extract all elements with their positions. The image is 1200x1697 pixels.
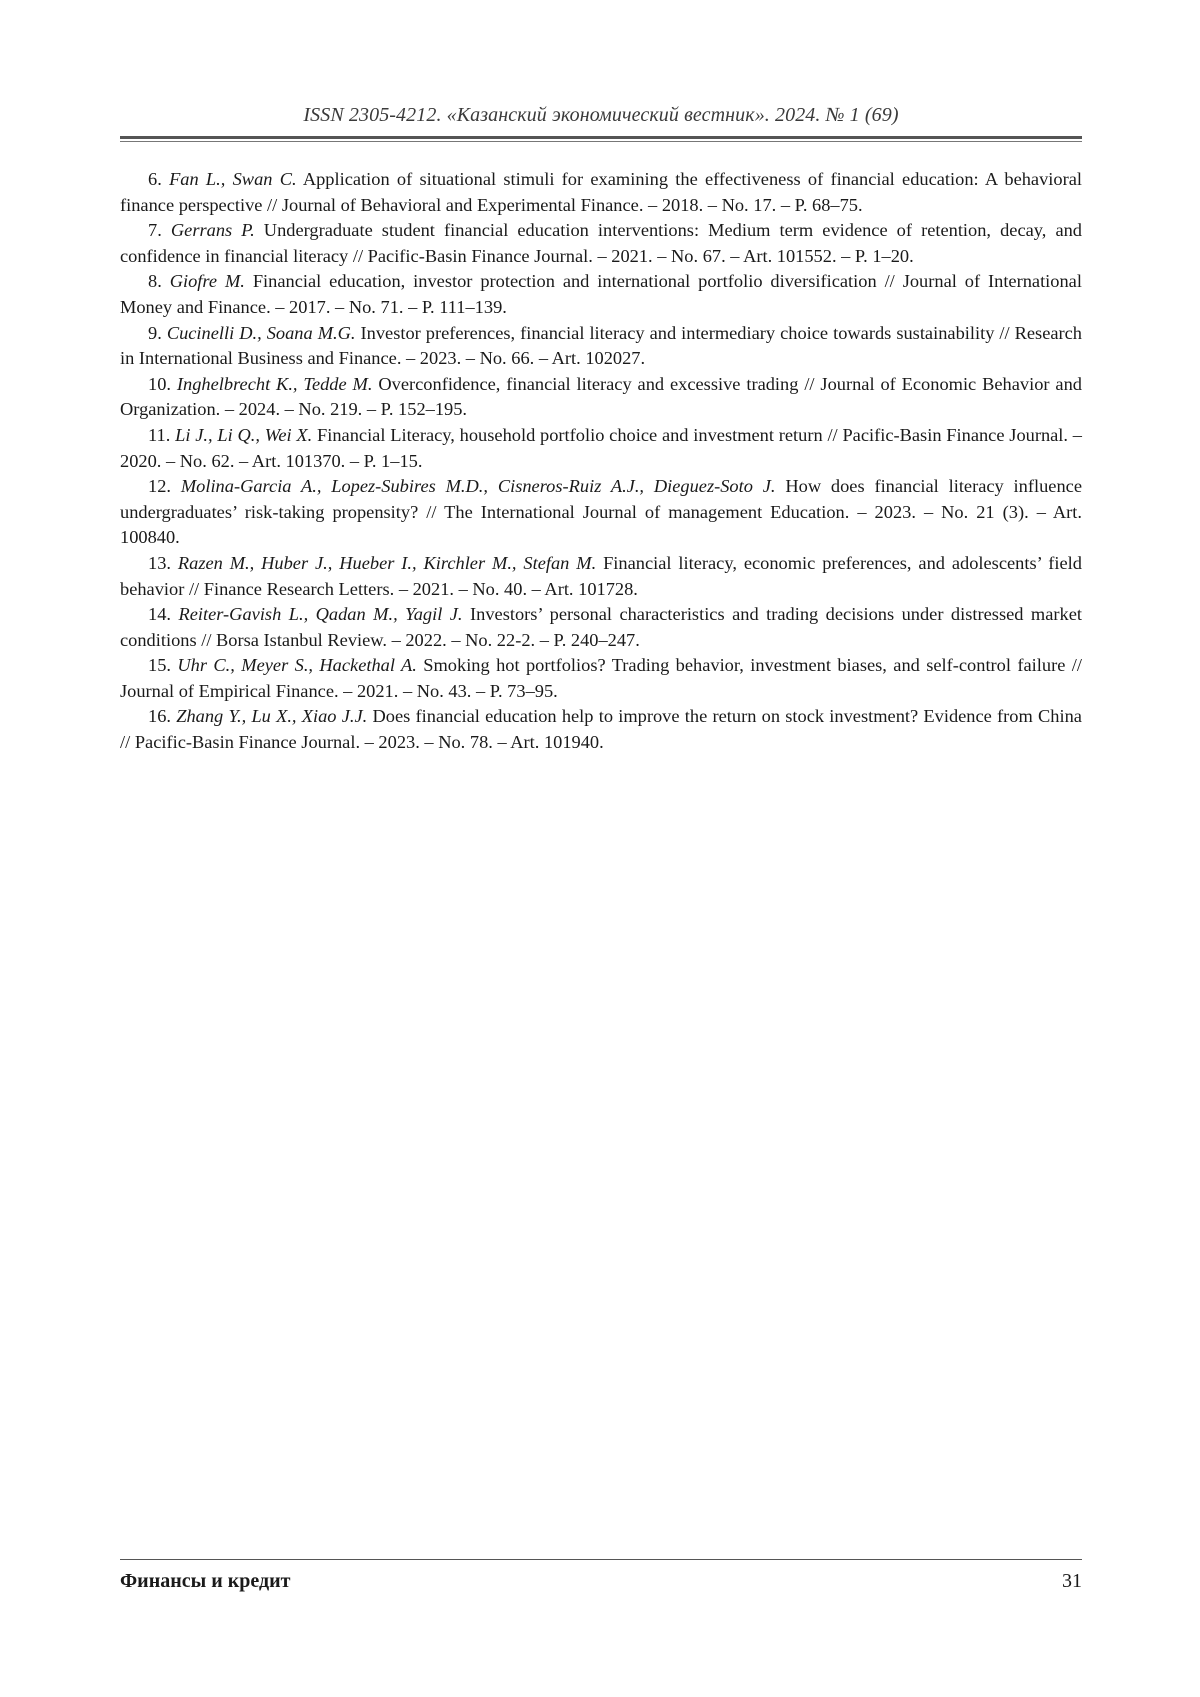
footer-row <box>120 1568 1082 1594</box>
journal-header-title: ISSN 2305-4212. «Казанский экономический вестник». 2024. № 1 (69) <box>303 104 899 126</box>
reference-authors: Molina-Garcia A., Lopez-Subires M.D., Cisneros-Ruiz A.J., Dieguez-Soto J. <box>180 476 776 497</box>
reference-number: 16. <box>148 706 171 727</box>
reference-text: Investor preferences, financial literacy and intermediary choice towards sustainability // Research in International Business and Finance. – 2023. – No. 66. – Art. 102027. <box>120 322 1083 369</box>
reference-item <box>120 423 1082 474</box>
reference-item <box>120 269 1082 320</box>
reference-number: 8. <box>148 271 162 292</box>
reference-number: 14. <box>148 604 171 625</box>
reference-number: 13. <box>148 552 171 573</box>
reference-authors: Reiter-Gavish L., Qadan M., Yagil J. <box>178 604 463 625</box>
reference-item <box>120 321 1082 372</box>
reference-text: Financial education, investor protection and international portfolio diversification // Journal of International Money and Finance. – 2017. – No. 71. – P. 111–139. <box>120 271 1082 317</box>
reference-item <box>120 551 1082 602</box>
reference-text: Application of situational stimuli for examining the effectiveness of financial education: A behavioral finance perspective // Journal of Behavioral and Experimental Finance. – 2018. – No. 17. – P. 68–75. <box>120 169 1082 215</box>
reference-authors: Giofre M. <box>169 271 245 292</box>
reference-text: Undergraduate student financial education interventions: Medium term evidence of retention, decay, and confidence in financial literacy // Pacific-Basin Finance Journal. – 2021. – No. 67. – Art. 101552. – P. 1–20. <box>120 220 1082 266</box>
page-header <box>120 102 1082 142</box>
reference-item <box>120 704 1082 755</box>
reference-number: 11. <box>148 424 171 445</box>
reference-authors: Fan L., Swan C. <box>169 169 297 189</box>
header-divider-thin <box>120 141 1082 142</box>
page-number: 31 <box>1062 1570 1082 1592</box>
footer-divider <box>120 1559 1082 1560</box>
reference-authors: Cucinelli D., Soana M.G. <box>166 322 356 343</box>
reference-text: Does financial education help to improve the return on stock investment? Evidence from China // Pacific-Basin Finance Journal. – 2023. – No. 78. – Art. 101940. <box>120 706 1082 753</box>
page-footer <box>120 1559 1082 1594</box>
reference-text: Financial Literacy, household portfolio choice and investment return // Pacific-Basin Finance Journal. – 2020. – No. 62. – Art. 101370. – P. 1–15. <box>120 424 1082 471</box>
reference-number: 7. <box>148 220 162 241</box>
header-divider-thick <box>120 136 1082 139</box>
reference-authors: Inghelbrecht K., Tedde M. <box>176 373 373 394</box>
reference-number: 9. <box>148 322 162 343</box>
reference-text: How does financial literacy influence undergraduates’ risk-taking propensity? // The International Journal of management Education. – 2023. – No. 21 (3). – Art. 100840. <box>120 476 1082 548</box>
reference-item <box>120 372 1082 423</box>
reference-authors: Gerrans P. <box>170 220 255 241</box>
reference-item <box>120 474 1082 551</box>
reference-authors: Li J., Li Q., Wei X. <box>175 424 313 445</box>
footer-section-name: Финансы и кредит <box>120 1570 291 1592</box>
reference-text: Overconfidence, financial literacy and excessive trading // Journal of Economic Behavior and Organization. – 2024. – No. 219. – P. 152–195. <box>120 373 1082 420</box>
reference-item <box>120 167 1082 218</box>
reference-item <box>120 602 1082 653</box>
reference-text: Investors’ personal characteristics and trading decisions under distressed market conditions // Borsa Istanbul Review. – 2022. – No. 22-2. – P. 240–247. <box>120 604 1082 650</box>
reference-number: 12. <box>148 476 171 497</box>
reference-authors: Zhang Y., Lu X., Xiao J.J. <box>176 706 368 727</box>
reference-number: 15. <box>148 655 171 676</box>
reference-number: 10. <box>148 373 171 394</box>
reference-item <box>120 218 1082 269</box>
reference-text: Financial literacy, economic preferences, and adolescents’ field behavior // Finance Research Letters. – 2021. – No. 40. – Art. 101728. <box>120 552 1082 599</box>
reference-number: 6. <box>148 169 162 189</box>
reference-item <box>120 653 1082 704</box>
reference-authors: Uhr C., Meyer S., Hackethal A. <box>177 655 417 676</box>
reference-text: Smoking hot portfolios? Trading behavior, investment biases, and self-control failure // Journal of Empirical Finance. – 2021. – No. 43. – P. 73–95. <box>120 655 1082 701</box>
reference-list <box>120 167 1082 756</box>
reference-authors: Razen M., Huber J., Hueber I., Kirchler M., Stefan M. <box>177 552 597 573</box>
